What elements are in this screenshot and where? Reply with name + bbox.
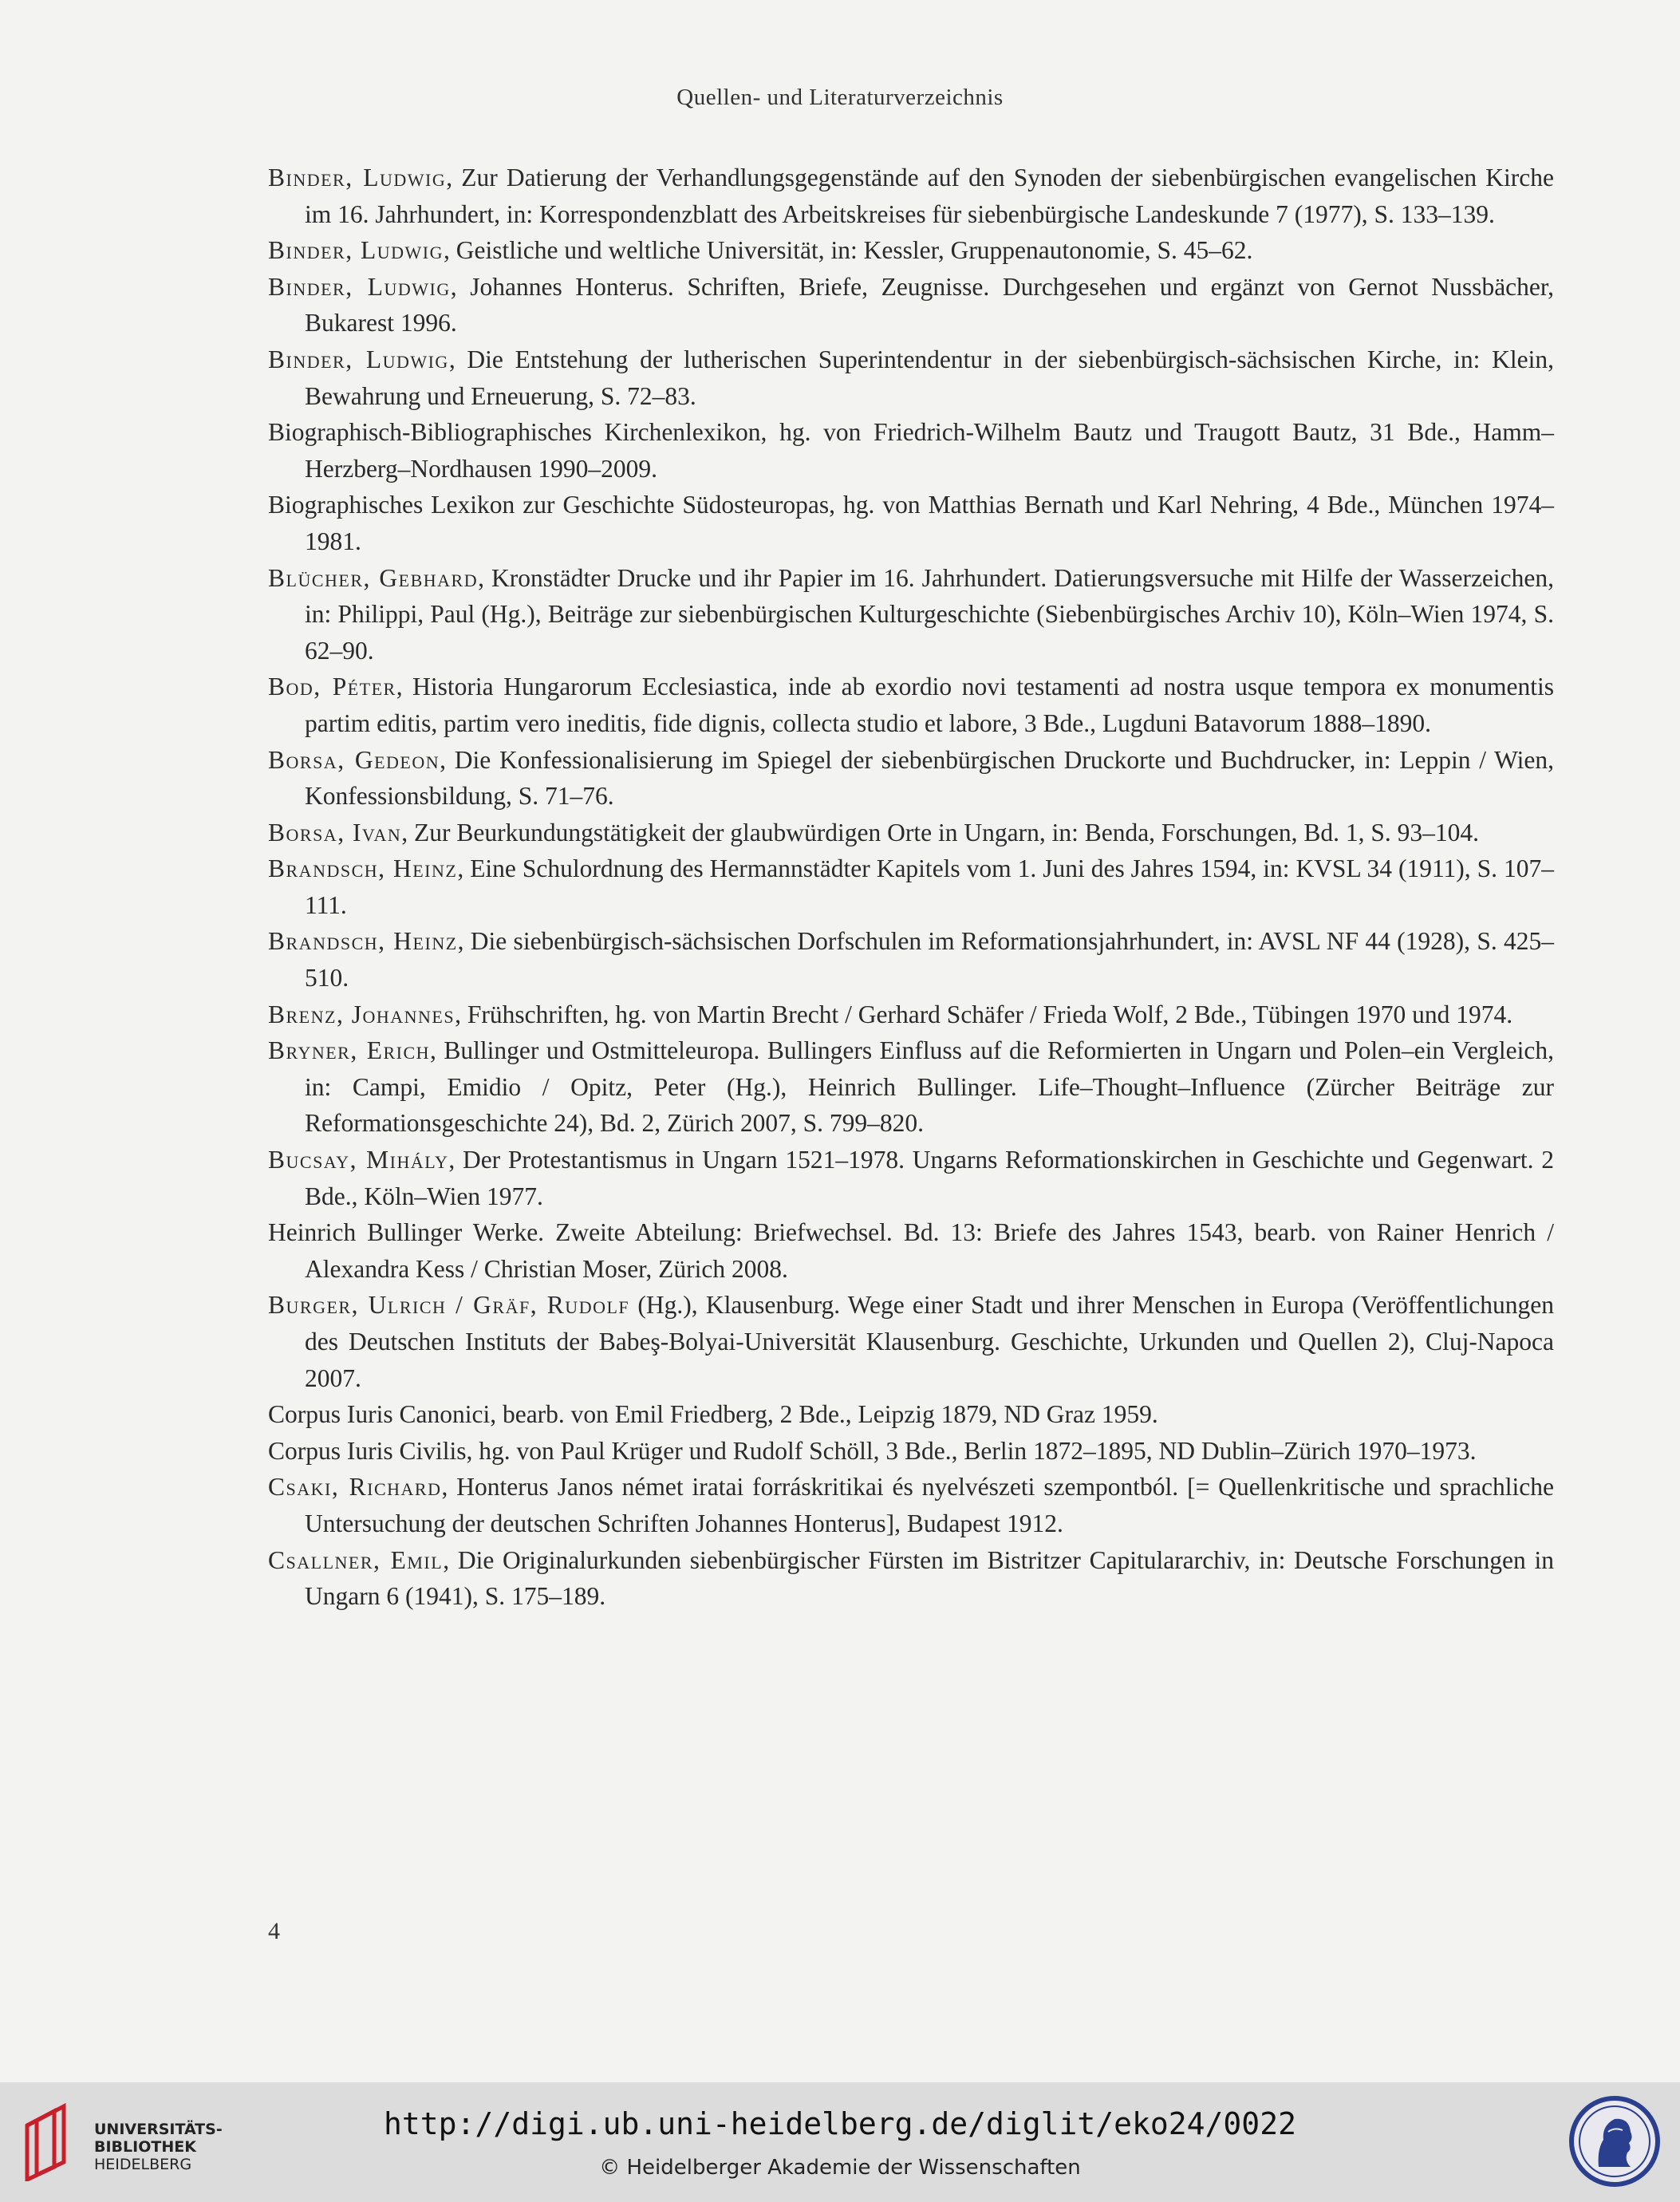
entry-author: Brenz, Johannes	[268, 1000, 455, 1028]
entry-text: , Die Konfessionalisierung im Spiegel der siebenbürgischen Druckorte und Buchdrucker, in: Leppin / Wien, Konfessionsbildung, S. 71–76.	[305, 745, 1554, 811]
bibliography-entry	[268, 1287, 1554, 1396]
logo-line-3: HEIDELBERG	[94, 2156, 192, 2173]
entry-text: , Eine Schulordnung des Hermannstädter Kapitels vom 1. Juni des Jahres 1594, in: KVSL 34 (1911), S. 107–111.	[305, 854, 1554, 919]
bibliography-entry	[268, 669, 1554, 741]
bibliography-entry	[268, 1396, 1554, 1433]
entry-text: , Zur Datierung der Verhandlungsgegenstände auf den Synoden der siebenbürgischen evangelischen Kirche im 16. Jahrhundert, in: Korrespondenzblatt des Arbeitskreises für siebenbürgische Landeskunde 7 (1977), S. 133–139.	[305, 164, 1554, 228]
entry-text: Corpus Iuris Canonici, bearb. von Emil Friedberg, 2 Bde., Leipzig 1879, ND Graz 1959.	[268, 1400, 1158, 1429]
entry-author: Csallner, Emil	[268, 1545, 444, 1574]
entry-text: , Historia Hungarorum Ecclesiastica, inde ab exordio novi testamenti ad nostra usque tempora ex monumentis partim editis, partim vero ineditis, fide dignis, collecta studio et labore, 3 Bde., Lugduni Batavorum 1888–1890.	[305, 673, 1554, 737]
entry-author: Binder, Ludwig	[268, 272, 451, 301]
permalink-url[interactable]: http://digi.ub.uni-heidelberg.de/diglit/eko24/0022	[384, 2106, 1296, 2141]
bibliography-entry	[268, 560, 1554, 669]
logo-line-2: BIBLIOTHEK	[94, 2138, 196, 2156]
bibliography-entry	[268, 414, 1554, 487]
bibliography-entry	[268, 742, 1554, 815]
entry-text: , Kronstädter Drucke und ihr Papier im 16. Jahrhundert. Datierungsversuche mit Hilfe der Wasserzeichen, in: Philippi, Paul (Hg.), Beiträge zur siebenbürgischen Kulturgeschichte (Siebenbürgisches Archiv 10), Köln–Wien 1974, S. 62–90.	[305, 563, 1554, 665]
running-head: Quellen- und Literaturverzeichnis	[676, 85, 1004, 110]
entry-author: Brandsch, Heinz	[268, 927, 458, 956]
bibliography-entry	[268, 815, 1554, 851]
entry-text: , Frühschriften, hg. von Martin Brecht / Gerhard Schäfer / Frieda Wolf, 2 Bde., Tübingen 1970 und 1974.	[455, 1000, 1513, 1028]
entry-author: Bod, Péter	[268, 673, 396, 701]
bibliography-entry	[268, 1142, 1554, 1214]
entry-text: , Die Originalurkunden siebenbürgischer Fürsten im Bistritzer Capitulararchiv, in: Deutsche Forschungen in Ungarn 6 (1941), S. 175–189.	[305, 1545, 1554, 1611]
copyright-notice: © Heidelberger Akademie der Wissenschaften	[599, 2156, 1081, 2180]
bibliography-entry	[268, 341, 1554, 414]
entry-author: Borsa, Gedeon	[268, 745, 440, 774]
bibliography-entry	[268, 1032, 1554, 1142]
university-seal-icon[interactable]	[1567, 2093, 1662, 2189]
entry-text: Heinrich Bullinger Werke. Zweite Abteilung: Briefwechsel. Bd. 13: Briefe des Jahres 1543, bearb. von Rainer Henrich / Alexandra Kess / Christian Moser, Zürich 2008.	[268, 1218, 1554, 1283]
entry-text: (Hg.), Klausenburg. Wege einer Stadt und ihrer Menschen in Europa (Veröffentlichungen des Deutschen Instituts der Babeş-Bolyai-Universität Klausenburg. Geschichte, Urkunden und Quellen 2), Cluj-Napoca 2007.	[305, 1291, 1554, 1392]
logo-line-1: UNIVERSITÄTS-	[94, 2121, 223, 2138]
entry-text: , Geistliche und weltliche Universität, in: Kessler, Gruppenautonomie, S. 45–62.	[443, 236, 1253, 265]
bibliography-entry	[268, 850, 1554, 923]
bibliography-entry	[268, 996, 1554, 1033]
entry-author: Blücher, Gebhard	[268, 563, 479, 592]
entry-author: Binder, Ludwig	[268, 345, 449, 373]
entry-author: Csaki, Richard	[268, 1473, 442, 1502]
bibliography-entry	[268, 232, 1554, 269]
bibliography-entry	[268, 923, 1554, 996]
entry-author: Binder, Ludwig	[268, 236, 444, 265]
entry-text: Corpus Iuris Civilis, hg. von Paul Krüger und Rudolf Schöll, 3 Bde., Berlin 1872–1895, ND Dublin–Zürich 1970–1973.	[268, 1436, 1477, 1465]
entry-author: Brandsch, Heinz	[268, 854, 458, 883]
bibliography-entry	[268, 269, 1554, 341]
bibliography-entry	[268, 160, 1554, 232]
entry-text: , Bullinger und Ostmitteleuropa. Bullingers Einfluss auf die Reformierten in Ungarn und Polen–ein Vergleich, in: Campi, Emidio / Opitz, Peter (Hg.), Heinrich Bullinger. Life–Thought–Influence (Zürcher Beiträge zur Reformationsgeschichte 24), Bd. 2, Zürich 2007, S. 799–820.	[305, 1036, 1555, 1138]
bibliography-entry	[268, 1469, 1554, 1541]
bibliography-entry	[268, 1542, 1554, 1615]
entry-author: Bucsay, Mihály	[268, 1146, 449, 1174]
entry-text: , Der Protestantismus in Ungarn 1521–1978. Ungarns Reformationskirchen in Geschichte und Gegenwart. 2 Bde., Köln–Wien 1977.	[305, 1146, 1554, 1210]
bibliography-entry	[268, 487, 1554, 559]
entry-text: , Die siebenbürgisch-sächsischen Dorfschulen im Reformationsjahrhundert, in: AVSL NF 44 (1928), S. 425–510.	[305, 927, 1554, 992]
entry-author: Borsa, Ivan	[268, 818, 402, 846]
entry-author: Burger, Ulrich / Gräf, Rudolf	[268, 1291, 630, 1320]
entry-text: , Die Entstehung der lutherischen Superintendentur in der siebenbürgisch-sächsischen Kirche, in: Klein, Bewahrung und Erneuerung, S. 72–83.	[305, 345, 1554, 410]
viewer-footer	[0, 2082, 1680, 2202]
bibliography-entry	[268, 1433, 1554, 1470]
entry-text: Biographisch-Bibliographisches Kirchenlexikon, hg. von Friedrich-Wilhelm Bautz und Traugott Bautz, 31 Bde., Hamm–Herzberg–Nordhausen 1990–2009.	[268, 418, 1554, 483]
entry-author: Bryner, Erich	[268, 1036, 431, 1065]
bibliography-list	[268, 160, 1554, 1615]
page-number: 4	[268, 1918, 280, 1944]
entry-text: Biographisches Lexikon zur Geschichte Südosteuropas, hg. von Matthias Bernath und Karl Nehring, 4 Bde., München 1974–1981.	[268, 491, 1554, 555]
entry-text: , Zur Beurkundungstätigkeit der glaubwürdigen Orte in Ungarn, in: Benda, Forschungen, Bd. 1, S. 93–104.	[401, 818, 1480, 846]
entry-text: , Johannes Honterus. Schriften, Briefe, Zeugnisse. Durchgesehen und ergänzt von Gernot Nussbächer, Bukarest 1996.	[305, 272, 1554, 337]
entry-text: , Honterus Janos német iratai forráskritikai és nyelvészeti szempontból. [= Quellenkritische und sprachliche Untersuchung der deutschen Schriften Johannes Honterus], Budapest 1912.	[305, 1473, 1554, 1537]
bibliography-entry	[268, 1214, 1554, 1287]
entry-author: Binder, Ludwig	[268, 164, 447, 191]
